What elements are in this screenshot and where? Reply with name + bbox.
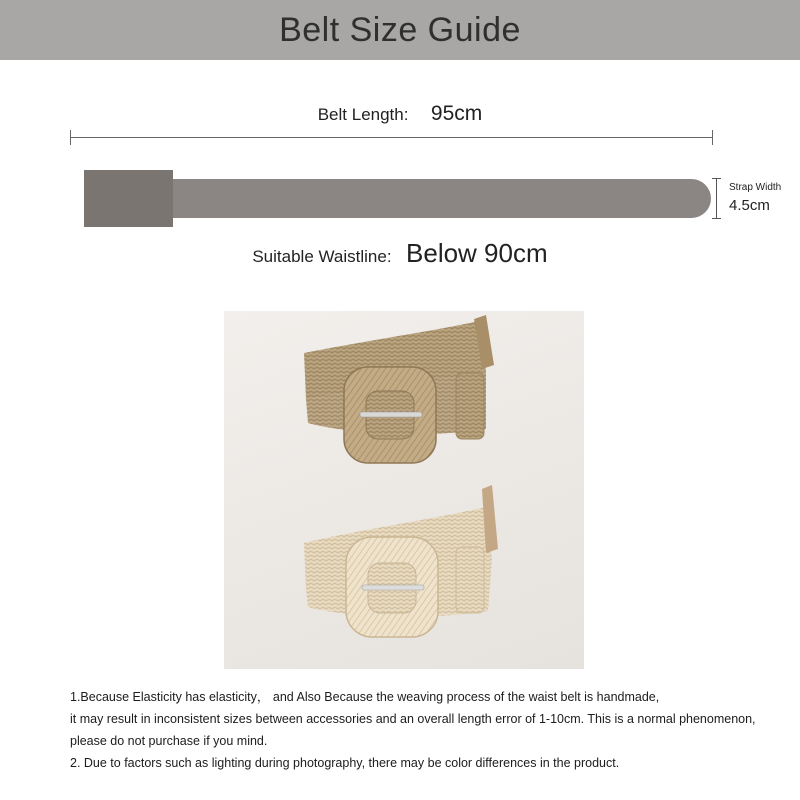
disclaimer-notes	[70, 686, 780, 774]
length-dimension-start-tick	[70, 130, 71, 145]
strap-width-value: 4.5cm	[729, 197, 770, 214]
strap-width-label: Strap Width	[729, 182, 782, 193]
product-photo	[224, 311, 584, 669]
khaki-belt	[304, 315, 494, 463]
note-line: it may result in inconsistent sizes between accessories and an overall length error of 1-10cm. This is a normal phenomenon,	[70, 712, 756, 726]
belt-diagram-buckle	[84, 170, 173, 227]
belt-length-label: Belt Length:	[317, 105, 409, 124]
note-line: please do not purchase if you mind.	[70, 734, 268, 748]
title-banner	[0, 0, 800, 60]
page-title: Belt Size Guide	[279, 10, 521, 49]
note-line: 2. Due to factors such as lighting during photography, there may be color differences in the product.	[70, 756, 620, 770]
belt-length-row	[0, 102, 800, 126]
belt-diagram-strap	[173, 179, 711, 218]
belt-length-value: 95cm	[430, 102, 483, 125]
length-dimension-line	[70, 137, 712, 138]
note-line: 1.Because Elasticity has elasticity， and Also Because the weaving process of the waist belt is handmade,	[70, 690, 660, 704]
woven-belts-illustration	[224, 311, 584, 669]
waistline-value: Below 90cm	[406, 238, 548, 268]
beige-belt	[304, 485, 498, 637]
waistline-label: Suitable Waistline:	[252, 247, 392, 266]
strap-width-top-tick	[712, 178, 721, 179]
strap-width-bracket	[716, 178, 717, 219]
length-dimension-end-tick	[712, 130, 713, 145]
waistline-row	[0, 238, 800, 269]
strap-width-bottom-tick	[712, 218, 721, 219]
